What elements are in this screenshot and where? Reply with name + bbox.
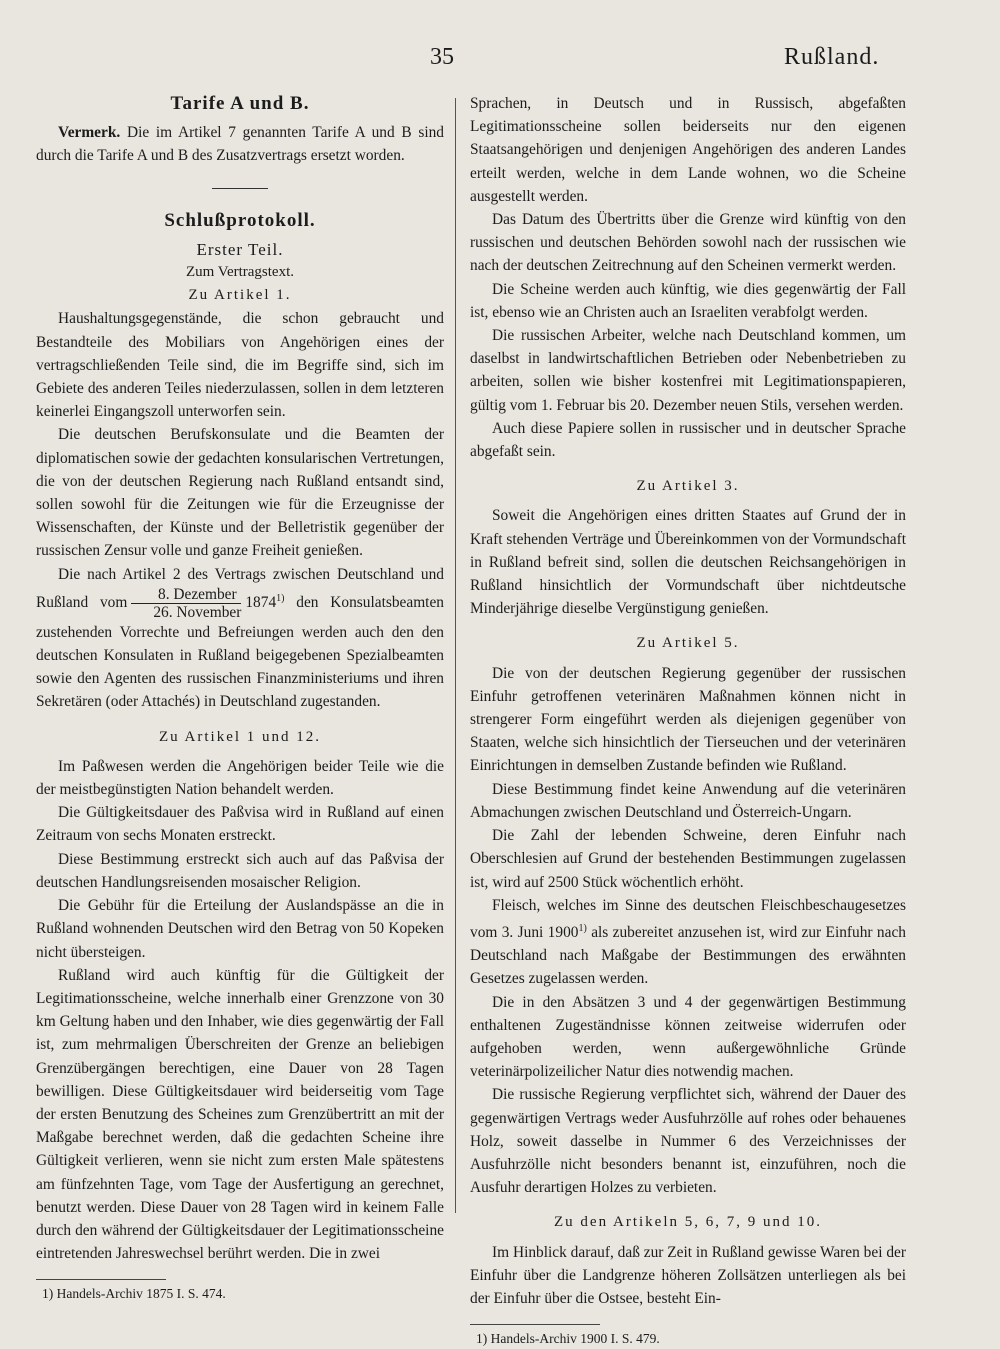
footnote-rule (470, 1324, 600, 1325)
page-header (0, 44, 1000, 76)
right-column (470, 92, 906, 1349)
art5-p4-start: Fleisch, welches im Sinne des deutschen Fleischbeschaugesetzes vom 3. Juni 1900 (470, 896, 906, 942)
footnote-left: 1) Handels-Archiv 1875 I. S. 474. (42, 1286, 226, 1302)
page-number: 35 (430, 44, 454, 70)
art1-p3-year: 1874 (245, 593, 277, 611)
art1-12-paragraph-4: Die Gebühr für die Erteilung der Auslandspässe an die in Rußland wohnenden Deutschen wird den Betrag von 50 Kopeken nicht übersteigen. (36, 897, 444, 961)
footnote-rule (36, 1279, 166, 1280)
right-paragraph-1: Sprachen, in Deutsch und in Russisch, abgefaßten Legitimationsscheine sollen beiderseits nur den eigenen Staatsangehörigen und denjenigen Angehörigen des anderen Landes erteilt werden, welche in dem Lande wohnen, wo die Scheine ausgestellt werden. (470, 95, 906, 205)
vermerk-label: Vermerk. (58, 124, 121, 142)
artikel-5-heading: Zu Artikel 5. (636, 635, 740, 652)
left-column (36, 92, 444, 1304)
section-rule (212, 188, 268, 189)
art5-paragraph-5: Die in den Absätzen 3 und 4 der gegenwärtigen Bestimmung enthaltenen Zugeständnisse können zeitweise widerrufen oder aufgehoben werden, wenn außergewöhnliche Gründe veterinärpolizeilicher Natur dies notwendig machen. (470, 993, 906, 1081)
art1-paragraph-3 (36, 563, 444, 714)
running-head: Rußland. (784, 44, 880, 70)
art5-p4-end: als zubereitet anzusehen ist, wird zur Einfuhr nach Deutschland nach Maßgabe der Bestimmungen des erwähnten Gesetzes zugelassen werden. (470, 924, 906, 988)
art5-paragraph-6: Die russische Regierung verpflichtet sich, während der Dauer des gegenwärtigen Vertrags weder Ausfuhrzölle auf rohes oder behauenes Holz, soweit dasselbe in Nummer 6 des Verzeichnisses der Ausfuhrzölle nicht besonders benannt ist, einzuführen, noch die Ausfuhr derartigen Holzes zu verbieten. (470, 1086, 906, 1197)
right-paragraph-3: Die Scheine werden auch künftig, wie dies gegenwärtig der Fall ist, ebenso wie an Christen auch an Israeliten verabfolgt werden. (470, 280, 906, 321)
tarife-title: Tarife A und B. (170, 93, 310, 114)
column-divider (455, 98, 456, 1213)
art1-p3-start: Die nach Artikel 2 des Vertrags zwischen Deutschland und Rußland vom (36, 565, 444, 611)
art5-paragraph-2: Diese Bestimmung findet keine Anwendung auf die veterinären Abmachungen zwischen Deutschland und Österreich-Ungarn. (470, 780, 906, 821)
schlussprotokoll-title: Schlußprotokoll. (164, 209, 316, 231)
art3-paragraph-1: Soweit die Angehörigen eines dritten Staates auf Grund der in Kraft stehenden Verträge und Übereinkommen von der Vormundschaft in Rußland befreit sind, sollen die deutschen Reichsangehörigen in Rußland hinsichtlich der Vormundschaft über nichtdeutsche Minderjährige dieselbe Vergünstigung genießen. (470, 507, 906, 618)
right-paragraph-2: Das Datum des Übertritts über die Grenze wird künftig von den russischen und deutschen Behörden sowohl nach der russischen wie nach der deutschen Zeitrechnung auf den Scheinen vermerkt werden. (470, 211, 906, 275)
art1-p3-end: den Konsulatsbeamten zustehenden Vorrechte und Befreiungen werden auch den den deutschen Konsulaten in Rußland beigegebenen Spezialbeamten sowie den Agenten des russischen Finanzministeriums und ihren Sekretären (oder Attachés) in Deutschland zugestanden. (36, 593, 444, 711)
art5-paragraph-3: Die Zahl der lebenden Schweine, deren Einfuhr nach Oberschlesien auf Grund der bestehenden Bestimmungen zugelassen ist, wird auf 2500 Stück wöchentlich erhöht. (470, 827, 906, 891)
right-paragraph-5: Auch diese Papiere sollen in russischer und in deutscher Sprache abgefaßt sein. (470, 419, 906, 461)
right-paragraph-4: Die russischen Arbeiter, welche nach Deutschland kommen, um daselbst in landwirtschaftlichen Betrieben oder Nebenbetrieben zu arbeiten, sollen wie bisher kostenfrei mit Legitimationspapieren, gültig vom 1. Februar bis 20. Dezember neuen Stils, versehen werden. (470, 327, 906, 414)
artikel-1-heading: Zu Artikel 1. (188, 287, 292, 304)
art5-paragraph-4 (470, 894, 906, 991)
art5679-paragraph-1: Im Hinblick darauf, daß zur Zeit in Rußland gewisse Waren bei der Einfuhr über die Landgrenze höheren Zollsätzen unterliegen als bei der Einfuhr über die Ostsee, besteht Ein- (470, 1243, 906, 1308)
artikel-3-heading: Zu Artikel 3. (636, 478, 740, 495)
art5-paragraph-1: Die von der deutschen Regierung gegenüber der russischen Einfuhr getroffenen veterinären Maßnahmen können nicht in strengerer Form eingeführt werden als diejenigen gegenüber von Staaten, welche sich hinsichtlich der Tierseuchen und der veterinären Einrichtungen in demselben Zustande befinden wie Rußland. (470, 664, 906, 775)
artikel-5-6-7-9-10-heading: Zu den Artikeln 5, 6, 7, 9 und 10. (554, 1214, 822, 1231)
art1-12-paragraph-1: Im Paßwesen werden die Angehörigen beider Teile wie die der meistbegünstigten Nation behandelt werden. (36, 757, 444, 799)
artikel-1-12-heading: Zu Artikel 1 und 12. (158, 728, 322, 745)
date-fraction (131, 586, 241, 621)
art1-12-paragraph-2: Die Gültigkeitsdauer des Paßvisa wird in Rußland auf einen Zeitraum von sechs Monaten erstreckt. (36, 804, 444, 845)
erster-teil-title: Erster Teil. (196, 239, 284, 259)
art1-paragraph-1: Haushaltungsgegenstände, die schon gebraucht und Bestandteile des Mobiliars von Angehörigen eines der vertragschließenden Teile sind, die im Begriffe sind, sich im Gebiete des anderen Teiles niederzulassen, sollen in dem letzteren keinerlei Eingangszoll unterworfen sein. (36, 310, 444, 421)
vertragstext-subtitle: Zum Vertragstext. (185, 264, 295, 281)
art1-12-paragraph-3: Diese Bestimmung erstreckt sich auch auf das Paßvisa der deutschen Handlungsreisenden mosaischer Religion. (36, 850, 444, 891)
date-fraction-numerator: 8. Dezember (131, 586, 241, 604)
footnote-marker: 1) (578, 922, 587, 934)
footnote-right: 1) Handels-Archiv 1900 I. S. 479. (476, 1331, 660, 1347)
vermerk-text: Die im Artikel 7 genannten Tarife A und B sind durch die Tarife A und B des Zusatzvertrags ersetzt worden. (36, 124, 444, 165)
footnote-marker: 1) (276, 592, 285, 604)
art1-12-paragraph-5: Rußland wird auch künftig für die Gültigkeit der Legitimationsscheine, welche innerhalb einer Grenzzone von 30 km Geltung haben und den Inhaber, wie dies gegenwärtig der Fall ist, zum mehrmaligen Überschreiten der Grenze an beliebigen Grenzübergängen berechtigen, eine Dauer von 28 Tagen bewilligen. Diese Gültigkeitsdauer wird beiderseitig vom Tage der ersten Benutzung des Scheines zum Grenzübertritt an mit der Maßgabe berechnet werden, daß die gedachten Scheine ihre Gültigkeit verlieren, wenn sie nicht zum ersten Male spätestens am fünfzehnten Tage, vom Tage der Ausfertigung an gerechnet, benutzt werden. Diese Dauer von 28 Tagen wird in keinem Falle durch den während der Gültigkeitsdauer der Legitimationsscheine eintretenden Jahreswechsel berührt werden. Die in zwei (36, 966, 444, 1263)
art1-paragraph-2: Die deutschen Berufskonsulate und die Beamten der diplomatischen sowie der gedachten konsularischen Vertretungen, die von der deutschen Regierung nach Rußland entsandt sind, sollen sowohl für die Zeitungen wie für die Erzeugnisse der Wissenschaften, der Künste und der Belletristik gegenüber der russischen Zensur volle und ganze Freiheit genießen. (36, 426, 444, 560)
vermerk-paragraph (36, 121, 444, 167)
date-fraction-denominator: 26. November (153, 603, 242, 621)
